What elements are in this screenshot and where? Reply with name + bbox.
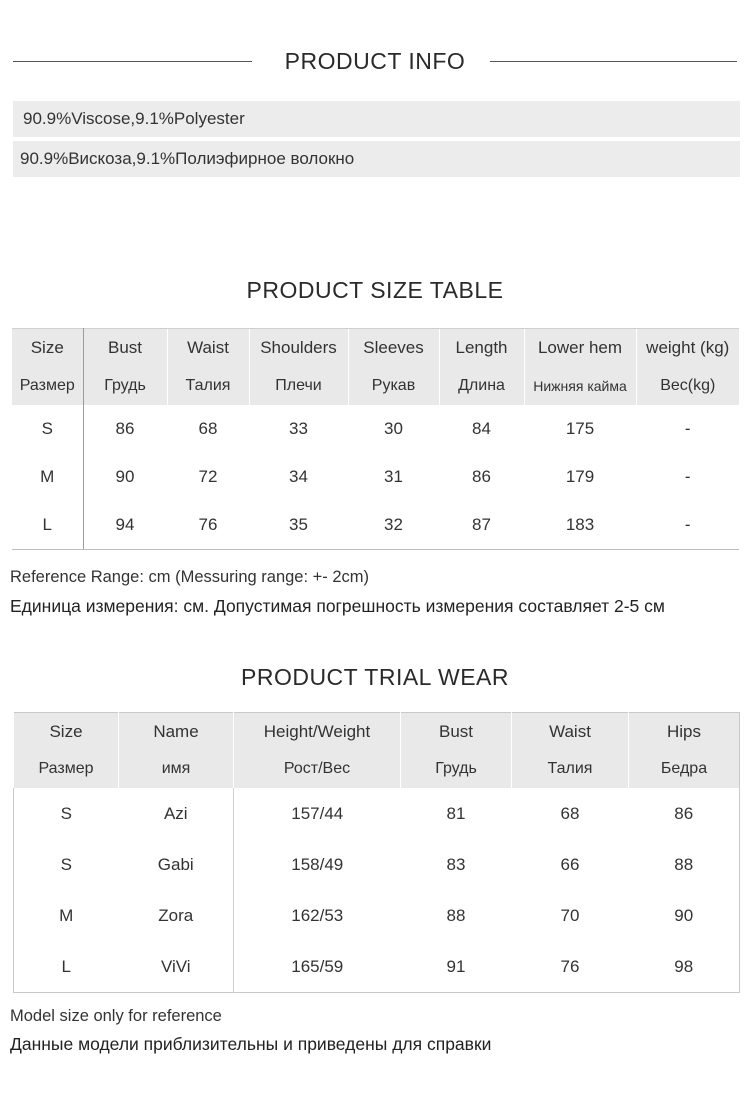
trial-cell: 158/49 xyxy=(291,854,344,874)
trial-header-cell: Bust xyxy=(401,713,512,751)
trial-header-en-row xyxy=(14,713,740,751)
trial-cell: 165/59 xyxy=(291,956,344,976)
size-cell: 175 xyxy=(524,405,636,453)
trial-cell: 86 xyxy=(674,803,694,823)
size-cell: 94 xyxy=(83,501,167,550)
size-cell: 34 xyxy=(249,453,348,501)
size-cell: 90 xyxy=(83,453,167,501)
size-cell: M xyxy=(12,453,83,501)
size-header-cell-ru: Нижняя кайма xyxy=(524,367,636,405)
size-row xyxy=(12,501,739,550)
size-header-cell: Waist xyxy=(167,329,249,368)
trial-header-cell-ru: Размер xyxy=(14,750,119,788)
trial-cell: 76 xyxy=(560,956,580,976)
trial-cell: 70 xyxy=(560,905,580,925)
trial-table xyxy=(13,712,740,993)
trial-header-cell-ru: имя xyxy=(119,750,234,788)
trial-table-title: PRODUCT TRIAL WEAR xyxy=(241,664,509,690)
trial-header-cell-ru: Рост/Вес xyxy=(234,750,401,788)
size-header-cell-ru: Плечи xyxy=(249,367,348,405)
trial-cell: ViVi xyxy=(119,941,234,993)
size-cell: 76 xyxy=(167,501,249,550)
size-header-cell-ru: Талия xyxy=(167,367,249,405)
trial-header-ru-row xyxy=(14,750,740,788)
trial-cell: 88 xyxy=(446,905,466,925)
trial-cell: 157/44 xyxy=(291,803,344,823)
trial-row xyxy=(14,890,740,941)
material-en: 90.9%Viscose,9.1%Polyester xyxy=(23,109,245,128)
trial-cell: 83 xyxy=(446,854,466,874)
size-header-cell: Size xyxy=(12,329,83,368)
size-header-cell-ru: Вес(kg) xyxy=(636,367,739,405)
trial-header-cell: Waist xyxy=(512,713,629,751)
size-header-cell: Length xyxy=(439,329,524,368)
trial-cell: S xyxy=(60,803,72,823)
trial-cell: 81 xyxy=(446,803,466,823)
size-cell: 86 xyxy=(439,453,524,501)
size-cell: 179 xyxy=(524,453,636,501)
size-header-cell: weight (kg) xyxy=(636,329,739,368)
size-note-ru: Единица измерения: см. Допустимая погрешность измерения составляет 2-5 см xyxy=(10,596,665,616)
size-cell: 87 xyxy=(439,501,524,550)
size-cell: 86 xyxy=(83,405,167,453)
size-header-cell-ru: Размер xyxy=(12,367,83,405)
trial-header-cell: Hips xyxy=(629,713,740,751)
material-en-row xyxy=(13,101,740,137)
size-cell: 84 xyxy=(439,405,524,453)
trial-row xyxy=(14,839,740,890)
size-header-ru-row xyxy=(12,367,739,405)
trial-cell: M xyxy=(59,905,74,925)
trial-row xyxy=(14,788,740,839)
material-ru-row xyxy=(13,141,740,177)
size-cell: 35 xyxy=(249,501,348,550)
size-cell: S xyxy=(12,405,83,453)
trial-cell: Gabi xyxy=(119,839,234,890)
trial-header-cell: Size xyxy=(14,713,119,751)
size-header-cell-ru: Грудь xyxy=(83,367,167,405)
size-cell: L xyxy=(12,501,83,550)
size-note-en: Reference Range: cm (Messuring range: +- 2cm) xyxy=(10,568,370,586)
size-cell: 32 xyxy=(348,501,439,550)
size-cell: 68 xyxy=(167,405,249,453)
size-cell: - xyxy=(636,453,739,501)
size-row xyxy=(12,405,739,453)
size-cell: 183 xyxy=(524,501,636,550)
trial-header-cell-ru: Талия xyxy=(512,750,629,788)
size-cell: - xyxy=(636,405,739,453)
trial-header-cell-ru: Бедра xyxy=(629,750,740,788)
product-info-title: PRODUCT INFO xyxy=(284,48,466,74)
material-ru: 90.9%Вискоза,9.1%Полиэфирное волокно xyxy=(20,149,355,168)
size-cell: 31 xyxy=(348,453,439,501)
size-header-cell-ru: Длина xyxy=(439,367,524,405)
trial-cell: Zora xyxy=(119,890,234,941)
size-header-en-row xyxy=(12,329,739,368)
size-row xyxy=(12,453,739,501)
trial-cell: Azi xyxy=(119,788,234,839)
size-header-cell: Shoulders xyxy=(249,329,348,368)
trial-row xyxy=(14,941,740,993)
trial-cell: 68 xyxy=(560,803,580,823)
trial-cell: L xyxy=(61,956,71,976)
trial-header-cell: Name xyxy=(119,713,234,751)
size-table-title: PRODUCT SIZE TABLE xyxy=(246,277,504,303)
trial-cell: 162/53 xyxy=(291,905,344,925)
size-header-cell: Sleeves xyxy=(348,329,439,368)
size-cell: 33 xyxy=(249,405,348,453)
size-cell: 72 xyxy=(167,453,249,501)
size-header-cell: Bust xyxy=(83,329,167,368)
trial-cell: S xyxy=(60,854,72,874)
trial-cell: 98 xyxy=(674,956,694,976)
size-header-cell-ru: Рукав xyxy=(348,367,439,405)
trial-cell: 90 xyxy=(674,905,694,925)
trial-header-cell: Height/Weight xyxy=(234,713,401,751)
trial-note-ru: Данные модели приблизительны и приведены для справки xyxy=(10,1034,492,1054)
size-cell: - xyxy=(636,501,739,550)
trial-cell: 66 xyxy=(560,854,580,874)
trial-header-cell-ru: Грудь xyxy=(401,750,512,788)
trial-cell: 91 xyxy=(446,956,466,976)
size-header-cell: Lower hem xyxy=(524,329,636,368)
trial-note-en: Model size only for reference xyxy=(10,1007,222,1025)
size-table xyxy=(12,328,739,550)
size-cell: 30 xyxy=(348,405,439,453)
trial-cell: 88 xyxy=(674,854,694,874)
